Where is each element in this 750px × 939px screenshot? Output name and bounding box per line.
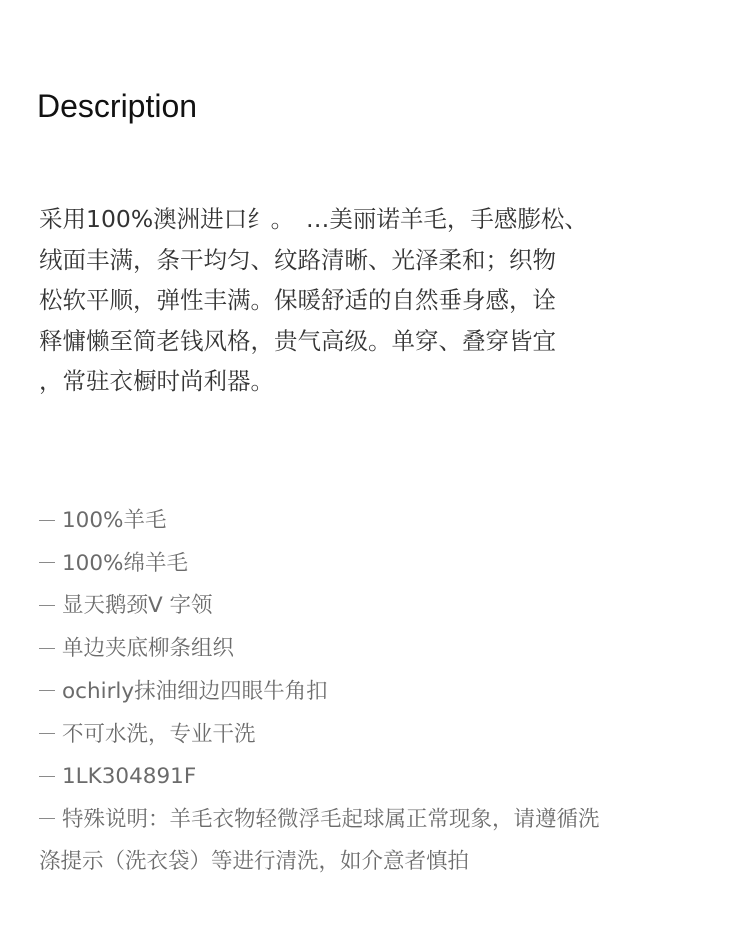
description-line: 绒面丰满，条干均匀、纹路清晰、光泽柔和；织物 — [39, 245, 556, 274]
spec-item-care — [39, 714, 719, 757]
description-paragraph — [39, 199, 659, 402]
note-text-line-2: 涤提示（洗衣袋）等进行清洗，如介意者慎拍 — [39, 848, 470, 874]
spec-item-fiber — [39, 543, 719, 586]
note-text-line-1: 特殊说明：羊毛衣物轻微浮毛起球属正常现象，请遵循洗 — [62, 806, 600, 832]
spec-text: 100%羊毛 — [62, 508, 167, 533]
spec-text: 100%绵羊毛 — [62, 550, 188, 576]
spec-list — [39, 500, 719, 883]
spec-text: 不可水洗，专业干洗 — [62, 721, 256, 747]
spec-text: ochirly抹油细边四眼牛角扣 — [62, 678, 328, 704]
spec-item-weave — [39, 628, 719, 671]
description-line: 采用100%澳洲进口纟。 …美丽诺羊毛，手感膨松、 — [39, 205, 588, 233]
spec-text: 单边夹底柳条组织 — [62, 636, 235, 662]
spec-item-sku — [39, 756, 719, 799]
dash-marker — [39, 733, 55, 734]
dash-marker — [39, 520, 55, 521]
note-line — [39, 799, 719, 841]
dash-marker — [39, 562, 55, 563]
spec-item-buttons — [39, 671, 719, 714]
spec-text: 1LK304891F — [62, 764, 197, 790]
description-line: 释慵懒至简老钱风格，贵气高级。单穿、叠穿皆宜 — [39, 326, 556, 355]
spec-text: 显天鹅颈V 字领 — [62, 593, 213, 619]
dash-marker — [39, 690, 55, 691]
dash-marker — [39, 605, 55, 606]
dash-marker — [39, 776, 55, 777]
dash-marker — [39, 648, 55, 649]
section-title: Description — [37, 88, 198, 124]
dash-marker — [39, 818, 55, 819]
spec-item-neckline — [39, 585, 719, 628]
spec-item-material — [39, 500, 719, 543]
description-line: 松软平顺，弹性丰满。保暖舒适的自然垂身感，诠 — [39, 286, 556, 314]
spec-item-special-note — [39, 799, 719, 883]
description-line: ，常驻衣橱时尚利器。 — [39, 367, 274, 395]
